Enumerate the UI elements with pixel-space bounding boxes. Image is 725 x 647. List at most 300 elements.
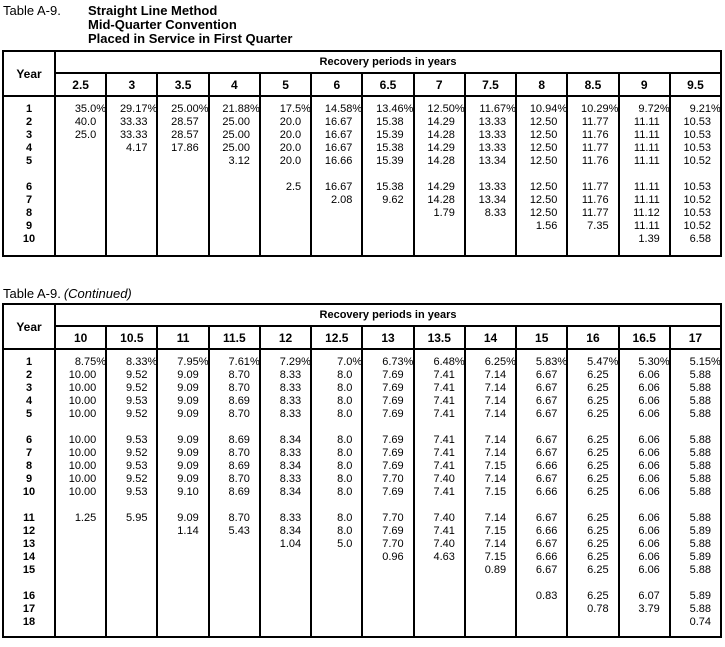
depreciation-rate-cell: 5.88	[689, 603, 712, 615]
year-cell: 14	[22, 551, 36, 563]
depreciation-rate-cell: 10.00	[68, 473, 97, 485]
depreciation-rate-cell: 5.83%	[535, 356, 568, 368]
year-cell: 4	[25, 395, 33, 407]
depreciation-rate-cell: 6.25	[587, 564, 609, 576]
recovery-period-column-header: 9.5	[671, 74, 720, 97]
depreciation-rate-cell: 7.70	[382, 473, 404, 485]
depreciation-rate-cell: 0.74	[689, 616, 712, 628]
depreciation-rate-cell	[363, 233, 412, 246]
recovery-period-column-header: 3.5	[158, 74, 207, 97]
depreciation-rate-cell: 8.0	[337, 434, 353, 446]
depreciation-rate-cell: 8.34	[279, 525, 302, 537]
depreciation-rate-cell: 9.53	[126, 460, 148, 472]
depreciation-rate-cell: 8.70	[228, 447, 250, 459]
depreciation-rate-cell: 6.67	[535, 408, 558, 420]
depreciation-rate-cell	[158, 616, 207, 629]
recovery-column-body	[466, 97, 515, 246]
depreciation-rate-cell: 33.33	[119, 129, 148, 141]
depreciation-rate-cell: 11.76	[581, 129, 609, 141]
depreciation-rate-cell: 1.14	[177, 525, 199, 537]
depreciation-rate-cell: 6.06	[638, 512, 660, 524]
recovery-column-17	[669, 327, 720, 636]
depreciation-rate-cell: 6.25	[587, 369, 609, 381]
recovery-column-body	[261, 97, 310, 246]
depreciation-rate-cell: 7.15	[484, 486, 507, 498]
depreciation-rate-cell: 5.88	[689, 473, 712, 485]
depreciation-rate-cell: 11.11	[633, 194, 660, 206]
row-group-gap	[4, 421, 54, 434]
recovery-period-column-header: 6.5	[363, 74, 412, 97]
depreciation-rate-cell	[312, 590, 361, 603]
row-group-gap	[671, 168, 720, 181]
recovery-column-body	[363, 97, 412, 246]
recovery-column-7	[413, 74, 464, 255]
depreciation-rate-cell	[158, 590, 207, 603]
depreciation-rate-cell: 6.06	[638, 369, 660, 381]
depreciation-rate-cell: 9.53	[126, 434, 148, 446]
depreciation-rate-cell: 12.50	[529, 129, 558, 141]
recovery-period-column-header: 13.5	[415, 327, 464, 350]
row-group-gap	[4, 577, 54, 590]
depreciation-rate-cell: 9.53	[126, 395, 148, 407]
depreciation-rate-cell: 12.50	[529, 142, 558, 154]
recovery-column-8.5	[566, 74, 617, 255]
depreciation-rate-cell: 8.70	[228, 473, 250, 485]
depreciation-rate-cell	[56, 155, 105, 168]
depreciation-rate-cell: 6.25	[587, 525, 609, 537]
recovery-column-body	[210, 350, 259, 629]
depreciation-rate-cell	[158, 538, 207, 551]
depreciation-rate-cell: 14.29	[427, 116, 455, 128]
depreciation-rate-cell: 7.69	[382, 447, 404, 459]
depreciation-rate-cell	[466, 603, 515, 616]
depreciation-rate-cell: 7.69	[382, 460, 404, 472]
depreciation-rate-cell: 5.88	[689, 564, 712, 576]
depreciation-rate-cell: 10.53	[683, 116, 712, 128]
recovery-period-column-header: 4	[210, 74, 259, 97]
row-group-gap	[620, 168, 669, 181]
recovery-column-body	[517, 97, 566, 246]
depreciation-rate-cell	[363, 590, 412, 603]
recovery-periods-header: Recovery periods in years	[56, 305, 720, 327]
row-group-gap	[107, 577, 156, 590]
recovery-columns	[56, 327, 720, 636]
depreciation-rate-cell: 40.0	[74, 116, 97, 128]
depreciation-rate-cell: 6.25	[587, 408, 609, 420]
depreciation-rate-cell: 13.33	[478, 181, 507, 193]
depreciation-rate-cell	[210, 590, 259, 603]
recovery-period-column-header: 7	[415, 74, 464, 97]
recovery-column-12.5	[310, 327, 361, 636]
depreciation-rate-cell: 10.00	[68, 369, 97, 381]
recovery-column-6.5	[361, 74, 412, 255]
depreciation-rate-cell	[261, 551, 310, 564]
depreciation-rate-cell: 10.00	[68, 447, 97, 459]
depreciation-rate-cell: 6.48%	[433, 356, 465, 368]
row-group-gap	[671, 421, 720, 434]
recovery-period-column-header: 10.5	[107, 327, 156, 350]
depreciation-rate-cell: 8.70	[228, 512, 250, 524]
depreciation-rate-cell: 25.00	[222, 142, 250, 154]
depreciation-rate-cell: 9.52	[126, 382, 148, 394]
year-cell: 2	[25, 369, 33, 381]
depreciation-rate-cell: 6.73%	[382, 356, 414, 368]
depreciation-rate-cell: 5.47%	[587, 356, 619, 368]
row-group-gap	[363, 577, 412, 590]
depreciation-rate-cell: 5.88	[689, 408, 712, 420]
year-cell: 16	[22, 590, 36, 602]
depreciation-rate-cell: 8.69	[228, 434, 250, 446]
depreciation-rate-cell: 5.88	[689, 512, 712, 524]
row-group-gap	[466, 421, 515, 434]
depreciation-rate-cell	[158, 220, 207, 233]
recovery-column-body	[158, 350, 207, 629]
year-column-header: Year	[4, 305, 54, 350]
depreciation-rate-cell: 9.09	[177, 512, 199, 524]
depreciation-rate-cell	[107, 181, 156, 194]
recovery-periods-area	[56, 305, 720, 636]
recovery-periods-header: Recovery periods in years	[56, 52, 720, 74]
depreciation-rate-cell	[210, 181, 259, 194]
depreciation-rate-cell: 11.11	[633, 181, 660, 193]
depreciation-rate-cell: 10.53	[683, 181, 712, 193]
depreciation-rate-cell: 13.46%	[376, 103, 414, 115]
depreciation-rate-cell: 8.33%	[126, 356, 158, 368]
depreciation-rate-cell	[210, 603, 259, 616]
row-group-gap	[415, 577, 464, 590]
row-group-gap	[466, 577, 515, 590]
recovery-column-10	[56, 327, 105, 636]
depreciation-rate-cell: 11.77	[581, 207, 609, 219]
depreciation-rate-cell: 6.67	[535, 512, 558, 524]
depreciation-rate-cell: 6.66	[535, 486, 558, 498]
depreciation-rate-cell: 25.0	[74, 129, 97, 141]
depreciation-rate-cell: 13.34	[478, 155, 507, 167]
row-group-gap	[620, 421, 669, 434]
depreciation-rate-cell: 6.06	[638, 486, 660, 498]
depreciation-rate-cell: 5.88	[689, 369, 712, 381]
year-cell: 7	[25, 447, 33, 459]
depreciation-rate-cell	[107, 525, 156, 538]
depreciation-rate-cell: 6.67	[535, 473, 558, 485]
year-cell: 6	[25, 434, 33, 446]
depreciation-rate-cell: 16.67	[324, 181, 353, 193]
depreciation-rate-cell: 7.41	[433, 525, 455, 537]
depreciation-rate-cell: 8.0	[337, 408, 353, 420]
recovery-column-15	[515, 327, 566, 636]
year-cell: 9	[25, 473, 33, 485]
depreciation-rate-cell	[415, 590, 464, 603]
depreciation-rate-cell: 6.06	[638, 538, 660, 550]
depreciation-rate-cell: 6.06	[638, 460, 660, 472]
depreciation-rate-cell: 7.0%	[337, 356, 363, 368]
depreciation-rate-cell: 7.41	[433, 447, 455, 459]
depreciation-rate-cell: 11.11	[633, 142, 660, 154]
depreciation-rate-cell	[56, 616, 105, 629]
depreciation-rate-cell	[107, 603, 156, 616]
year-cell: 1	[25, 356, 33, 368]
year-cell: 6	[25, 181, 33, 193]
depreciation-rate-cell: 11.12	[633, 207, 660, 219]
depreciation-rate-cell: 10.00	[68, 382, 97, 394]
depreciation-rate-cell: 8.33	[484, 207, 507, 219]
depreciation-rate-cell: 5.89	[689, 590, 712, 602]
depreciation-rate-cell: 14.28	[427, 194, 455, 206]
depreciation-rate-cell: 7.69	[382, 408, 404, 420]
recovery-period-column-header: 7.5	[466, 74, 515, 97]
depreciation-rate-cell: 7.14	[484, 382, 507, 394]
depreciation-rate-cell	[620, 616, 669, 629]
recovery-period-column-header: 8.5	[568, 74, 617, 97]
depreciation-rate-cell: 11.76	[581, 155, 609, 167]
depreciation-rate-cell: 7.61%	[228, 356, 260, 368]
depreciation-rate-cell: 7.70	[382, 512, 404, 524]
depreciation-rate-cell: 25.00	[222, 116, 250, 128]
row-group-gap	[312, 168, 361, 181]
recovery-column-5	[259, 74, 310, 255]
depreciation-rate-cell	[312, 233, 361, 246]
depreciation-rate-cell: 5.88	[689, 538, 712, 550]
row-group-gap	[210, 577, 259, 590]
depreciation-rate-cell: 5.88	[689, 434, 712, 446]
row-group-gap	[466, 499, 515, 512]
depreciation-rate-cell	[56, 181, 105, 194]
depreciation-rate-cell: 6.67	[535, 447, 558, 459]
title-line-quarter: Placed in Service in First Quarter	[88, 31, 293, 46]
recovery-column-body	[517, 350, 566, 629]
depreciation-rate-cell: 8.33	[279, 512, 302, 524]
depreciation-rate-cell: 6.06	[638, 551, 660, 563]
recovery-column-body	[671, 350, 720, 629]
depreciation-rate-cell: 6.67	[535, 564, 558, 576]
depreciation-rate-cell	[261, 590, 310, 603]
depreciation-rate-cell	[568, 616, 617, 629]
year-cell: 3	[25, 382, 33, 394]
depreciation-rate-cell: 14.29	[427, 181, 455, 193]
depreciation-rate-cell	[210, 194, 259, 207]
depreciation-rate-cell	[312, 564, 361, 577]
row-group-gap	[620, 499, 669, 512]
depreciation-rate-cell: 7.14	[484, 473, 507, 485]
depreciation-rate-cell: 6.67	[535, 382, 558, 394]
depreciation-rate-cell: 6.67	[535, 369, 558, 381]
depreciation-rate-cell: 1.04	[279, 538, 302, 550]
depreciation-rate-cell: 8.33	[279, 473, 302, 485]
depreciation-rate-cell: 12.50	[529, 116, 558, 128]
recovery-period-column-header: 2.5	[56, 74, 105, 97]
depreciation-rate-cell: 8.0	[337, 473, 353, 485]
depreciation-rate-cell: 5.43	[228, 525, 250, 537]
depreciation-rate-cell: 1.79	[433, 207, 455, 219]
depreciation-rate-cell: 16.67	[324, 142, 353, 154]
depreciation-rate-cell: 15.39	[376, 155, 404, 167]
depreciation-rate-cell: 7.69	[382, 395, 404, 407]
depreciation-rate-cell	[56, 538, 105, 551]
depreciation-rate-cell: 7.41	[433, 395, 455, 407]
year-column-body	[4, 97, 54, 246]
year-cell: 8	[25, 207, 33, 219]
depreciation-rate-cell	[107, 155, 156, 168]
recovery-column-8	[515, 74, 566, 255]
depreciation-rate-cell: 16.67	[324, 116, 353, 128]
depreciation-rate-cell: 4.63	[433, 551, 455, 563]
depreciation-rate-cell: 21.88%	[222, 103, 260, 115]
row-group-gap	[107, 168, 156, 181]
depreciation-rate-cell	[312, 616, 361, 629]
depreciation-rate-cell: 10.94%	[529, 103, 568, 115]
depreciation-rate-cell: 9.52	[126, 473, 148, 485]
depreciation-rate-cell: 16.66	[324, 155, 353, 167]
recovery-period-column-header: 16	[568, 327, 617, 350]
title-line-convention: Mid-Quarter Convention	[88, 17, 237, 32]
depreciation-rate-cell: 10.52	[683, 155, 712, 167]
depreciation-rate-cell: 6.06	[638, 564, 660, 576]
year-cell: 5	[25, 155, 33, 167]
recovery-column-9	[618, 74, 669, 255]
depreciation-rate-cell	[210, 538, 259, 551]
depreciation-rate-cell: 6.66	[535, 525, 558, 537]
table-title-block	[3, 4, 292, 46]
depreciation-rate-cell: 15.38	[376, 116, 404, 128]
year-cell: 2	[25, 116, 33, 128]
row-group-gap	[312, 499, 361, 512]
depreciation-rate-cell: 5.88	[689, 486, 712, 498]
year-column	[4, 52, 56, 255]
table-number-label: Table A-9.	[3, 3, 61, 18]
depreciation-rate-cell: 7.29%	[279, 356, 311, 368]
depreciation-rate-cell: 9.62	[382, 194, 404, 206]
depreciation-rate-cell	[56, 590, 105, 603]
depreciation-rate-cell	[158, 233, 207, 246]
depreciation-rate-cell	[261, 564, 310, 577]
depreciation-rate-cell: 6.06	[638, 447, 660, 459]
depreciation-rate-cell: 10.29%	[581, 103, 619, 115]
row-group-gap	[568, 421, 617, 434]
depreciation-rate-cell: 9.72%	[638, 103, 670, 115]
depreciation-rate-cell: 8.34	[279, 486, 302, 498]
depreciation-rate-cell: 9.52	[126, 447, 148, 459]
depreciation-rate-cell: 9.09	[177, 382, 199, 394]
depreciation-rate-cell: 0.78	[587, 603, 609, 615]
recovery-period-column-header: 3	[107, 74, 156, 97]
depreciation-rate-cell: 9.09	[177, 434, 199, 446]
year-column	[4, 305, 56, 636]
depreciation-rate-cell: 6.06	[638, 473, 660, 485]
depreciation-rate-cell: 11.76	[581, 194, 609, 206]
depreciation-rate-cell	[415, 616, 464, 629]
depreciation-rate-cell: 6.25	[587, 473, 609, 485]
depreciation-rate-cell	[312, 603, 361, 616]
depreciation-rate-cell: 8.69	[228, 486, 250, 498]
depreciation-rate-cell: 6.06	[638, 382, 660, 394]
depreciation-rate-cell: 1.25	[74, 512, 97, 524]
recovery-column-body	[568, 350, 617, 629]
recovery-period-column-header: 17	[671, 327, 720, 350]
recovery-period-column-header: 13	[363, 327, 412, 350]
recovery-column-body	[415, 97, 464, 246]
depreciation-rate-cell: 0.83	[535, 590, 558, 602]
depreciation-rate-cell: 8.0	[337, 369, 353, 381]
depreciation-rate-cell: 12.50	[529, 207, 558, 219]
recovery-column-body	[620, 97, 669, 246]
depreciation-rate-cell: 7.69	[382, 434, 404, 446]
recovery-column-body	[107, 97, 156, 246]
year-cell: 17	[22, 603, 36, 615]
depreciation-rate-cell: 25.00%	[171, 103, 209, 115]
depreciation-rate-cell: 10.53	[683, 142, 712, 154]
depreciation-rate-cell	[107, 564, 156, 577]
depreciation-rate-cell: 6.25	[587, 486, 609, 498]
depreciation-rate-cell	[56, 551, 105, 564]
depreciation-rate-cell: 6.25	[587, 538, 609, 550]
depreciation-rate-cell: 8.75%	[74, 356, 107, 368]
depreciation-rate-cell: 14.29	[427, 142, 455, 154]
row-group-gap	[415, 499, 464, 512]
row-group-gap	[415, 168, 464, 181]
depreciation-rate-cell: 7.69	[382, 382, 404, 394]
depreciation-rate-cell: 9.21%	[689, 103, 721, 115]
depreciation-table-part-1	[2, 50, 722, 257]
depreciation-rate-cell	[261, 220, 310, 233]
year-cell: 1	[25, 103, 33, 115]
depreciation-rate-cell: 5.30%	[638, 356, 670, 368]
row-group-gap	[466, 168, 515, 181]
depreciation-rate-cell	[517, 616, 566, 629]
depreciation-rate-cell	[107, 207, 156, 220]
depreciation-rate-cell: 6.06	[638, 525, 660, 537]
depreciation-rate-cell: 6.67	[535, 395, 558, 407]
depreciation-rate-cell: 9.09	[177, 473, 199, 485]
depreciation-rate-cell	[312, 220, 361, 233]
depreciation-rate-cell	[517, 603, 566, 616]
depreciation-rate-cell: 15.38	[376, 181, 404, 193]
depreciation-rate-cell: 6.25	[587, 590, 609, 602]
depreciation-rate-cell	[312, 551, 361, 564]
depreciation-rate-cell: 11.11	[633, 129, 660, 141]
depreciation-rate-cell: 10.53	[683, 129, 712, 141]
depreciation-rate-cell: 5.0	[337, 538, 353, 550]
depreciation-rate-cell: 5.88	[689, 382, 712, 394]
depreciation-rate-cell: 6.25	[587, 460, 609, 472]
depreciation-rate-cell: 7.41	[433, 382, 455, 394]
depreciation-rate-cell	[107, 538, 156, 551]
depreciation-rate-cell	[312, 207, 361, 220]
depreciation-rate-cell	[56, 220, 105, 233]
depreciation-rate-cell: 11.77	[581, 116, 609, 128]
row-group-gap	[671, 499, 720, 512]
recovery-column-11.5	[208, 327, 259, 636]
recovery-period-column-header: 11.5	[210, 327, 259, 350]
row-group-gap	[4, 499, 54, 512]
depreciation-rate-cell: 8.0	[337, 525, 353, 537]
depreciation-rate-cell	[466, 590, 515, 603]
depreciation-rate-cell: 15.39	[376, 129, 404, 141]
depreciation-rate-cell: 6.25	[587, 382, 609, 394]
recovery-column-14	[464, 327, 515, 636]
recovery-column-10.5	[105, 327, 156, 636]
depreciation-rate-cell: 8.0	[337, 460, 353, 472]
row-group-gap	[568, 499, 617, 512]
depreciation-rate-cell: 14.28	[427, 129, 455, 141]
depreciation-rate-cell: 9.52	[126, 408, 148, 420]
recovery-column-7.5	[464, 74, 515, 255]
depreciation-rate-cell	[568, 233, 617, 246]
recovery-periods-area	[56, 52, 720, 255]
depreciation-rate-cell: 3.12	[228, 155, 250, 167]
depreciation-rate-cell: 6.66	[535, 460, 558, 472]
row-group-gap	[56, 499, 105, 512]
row-group-gap	[158, 577, 207, 590]
